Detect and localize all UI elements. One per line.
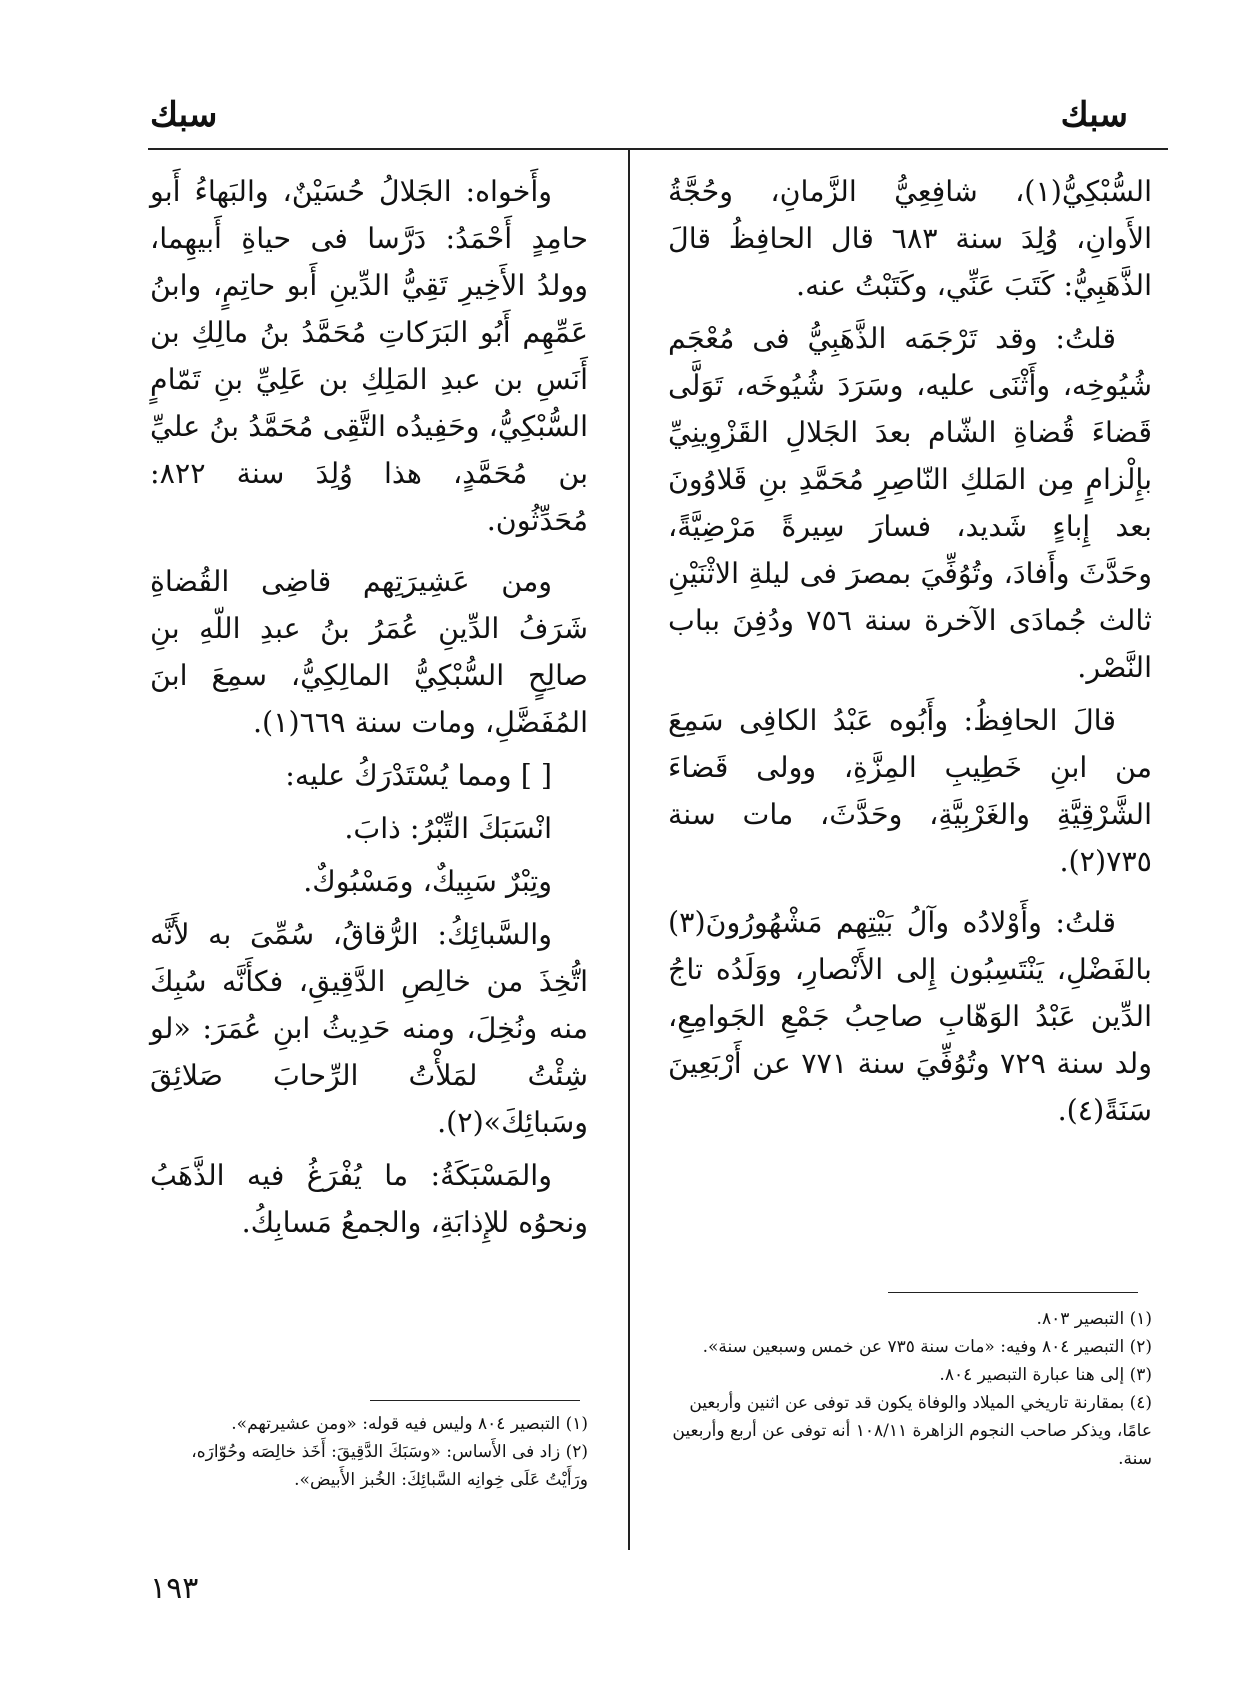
header-rule (148, 148, 1168, 150)
footnote: (١) التبصير ٨٠٤ وليس فيه قوله: «ومن عشيرتهم». (231, 1414, 588, 1434)
right-column (668, 168, 1152, 1140)
footnotes-left (150, 1410, 588, 1494)
paragraph: السُّبْكِيُّ(١)، شافِعِيُّ الزَّمانِ، وحُجَّةُ الأَوانِ، وُلِدَ سنة ٦٨٣ قال الحافِظُ قالَ الذَّهَبِيُّ: كَتَبَ عَنِّي، وكَتَبْتُ عنه. (668, 175, 1152, 302)
paragraph: قلتُ: وأَوْلادُه وآلُ بَيْتِهم مَشْهُورُونَ(٣) بالفَضْلِ، يَنْتَسِبُون إِلى الأَنْصارِ، ووَلَدُه تاجُ الدِّين عَبْدُ الوَهّابِ صاحِبُ جَمْعِ الجَوامِعِ، ولد سنة ٧٢٩ وتُوُفِّيَ سنة ٧٧١ عن أَرْبَعِينَ سَنَةً(٤). (668, 906, 1152, 1127)
footnote: (٢) التبصير ٨٠٤ وفيه: «مات سنة ٧٣٥ عن خمس وسبعين سنة». (702, 1337, 1152, 1357)
paragraph: انْسَبَكَ التِّبْرُ: ذابَ. (344, 812, 552, 845)
footnote: (١) التبصير ٨٠٣. (1036, 1309, 1152, 1329)
paragraph: وأَخواه: الجَلالُ حُسَيْنٌ، والبَهاءُ أَبو حامِدٍ أَحْمَدُ: دَرَّسا فى حياةِ أَبيهِما، وولدُ الأَخِيرِ تَقِيُّ الدِّينِ أَبو حاتِمٍ، وابنُ عَمِّهِم أَبُو البَرَكاتِ مُحَمَّدُ بنُ مالِكِ بن أَنَسِ بن عبدِ المَلِكِ بن عَلِيِّ بنِ تَمّامٍ السُّبْكِيُّ، وحَفِيدُه التَّقِى مُحَمَّدُ بنُ عليِّ بن مُحَمَّدٍ، هذا وُلِدَ سنة ٨٢٢: مُحَدِّثُون. (150, 175, 588, 537)
paragraph: والمَسْبَكَةُ: ما يُفْرَغُ فيه الذَّهَبُ ونحوُه للإِذابَةِ، والجمعُ مَسابِكُ. (150, 1159, 588, 1239)
footnote-rule-right (888, 1292, 1138, 1293)
paragraph: قلتُ: وقد تَرْجَمَه الذَّهَبِيُّ فى مُعْجَم شُيُوخِه، وأَثْنَى عليه، وسَرَدَ شُيُوخَه، تَوَلَّى قَضاءَ قُضاةِ الشّام بعدَ الجَلالِ القَزْوِينِيِّ بإِلْزامٍ مِن المَلكِ النّاصِرِ مُحَمَّدِ بنِ قَلاوُونَ بعد إِباءٍ شَديد، فسارَ سِيرةً مَرْضِيَّةً، وحَدَّثَ وأَفادَ، وتُوُفِّيَ بمصرَ فى ليلةِ الاثْنَيْنِ ثالث جُمادَى الآخرة سنة ٧٥٦ ودُفِنَ بباب النَّصْر. (668, 322, 1152, 684)
footnotes-right (668, 1305, 1152, 1473)
page-header-left: سبك (150, 95, 218, 135)
footnote: (٤) بمقارنة تاريخي الميلاد والوفاة يكون قد توفى عن اثنين وأربعين عامًا، ويذكر صاحب النجوم الزاهرة ١٠٨/١١ أنه توفى عن أربع وأربعين سنة. (672, 1393, 1152, 1469)
paragraph: ومن عَشِيرَتِهم قاضِى القُضاةِ شَرَفُ الدِّينِ عُمَرُ بنُ عبدِ اللّهِ بنِ صالِحٍ السُّبْكِيُّ المالِكِيُّ، سمِعَ ابنَ المُفَضَّلِ، ومات سنة ٦٦٩(١). (150, 565, 588, 739)
page-header-right: سبك (1060, 95, 1128, 135)
footnote: (٣) إلى هنا عبارة التبصير ٨٠٤. (939, 1365, 1152, 1385)
paragraph: والسَّبائِكُ: الرُّقاقُ، سُمِّىَ به لأَنَّه اتُّخِذَ من خالِصِ الدَّقِيقِ، فكأَنَّه سُبِكَ منه ونُخِلَ، ومنه حَدِيثُ ابنِ عُمَرَ: «لو شِئْتُ لمَلأْتُ الرِّحابَ صَلائِقَ وسَبائِكَ»(٢). (150, 918, 588, 1139)
left-column (150, 168, 588, 1252)
footnote-rule-left (370, 1400, 580, 1401)
paragraph: قالَ الحافِظُ: وأَبُوه عَبْدُ الكافِى سَمِعَ من ابنِ خَطِيبِ المِزَّةِ، وولى قَضاءَ الشَّرْقِيَّةِ والغَرْبِيَّةِ، وحَدَّثَ، مات سنة ٧٣٥(٢). (668, 704, 1152, 878)
column-divider (628, 150, 630, 1550)
paragraph: [ ] ومما يُسْتَدْرَكُ عليه: (285, 759, 552, 792)
page-number: ١٩٣ (150, 1571, 199, 1606)
footnote: (٢) زاد فى الأَساس: «وسَبَكَ الدَّقِيقَ: أَخَذ خالِصَه وحُوّارَه، ورَأَيْتُ عَلَى خِوانِه السَّبائِكَ: الخُبز الأَبيض». (191, 1442, 588, 1490)
paragraph: وتِبْرٌ سَبِيكٌ، ومَسْبُوكٌ. (303, 865, 552, 898)
